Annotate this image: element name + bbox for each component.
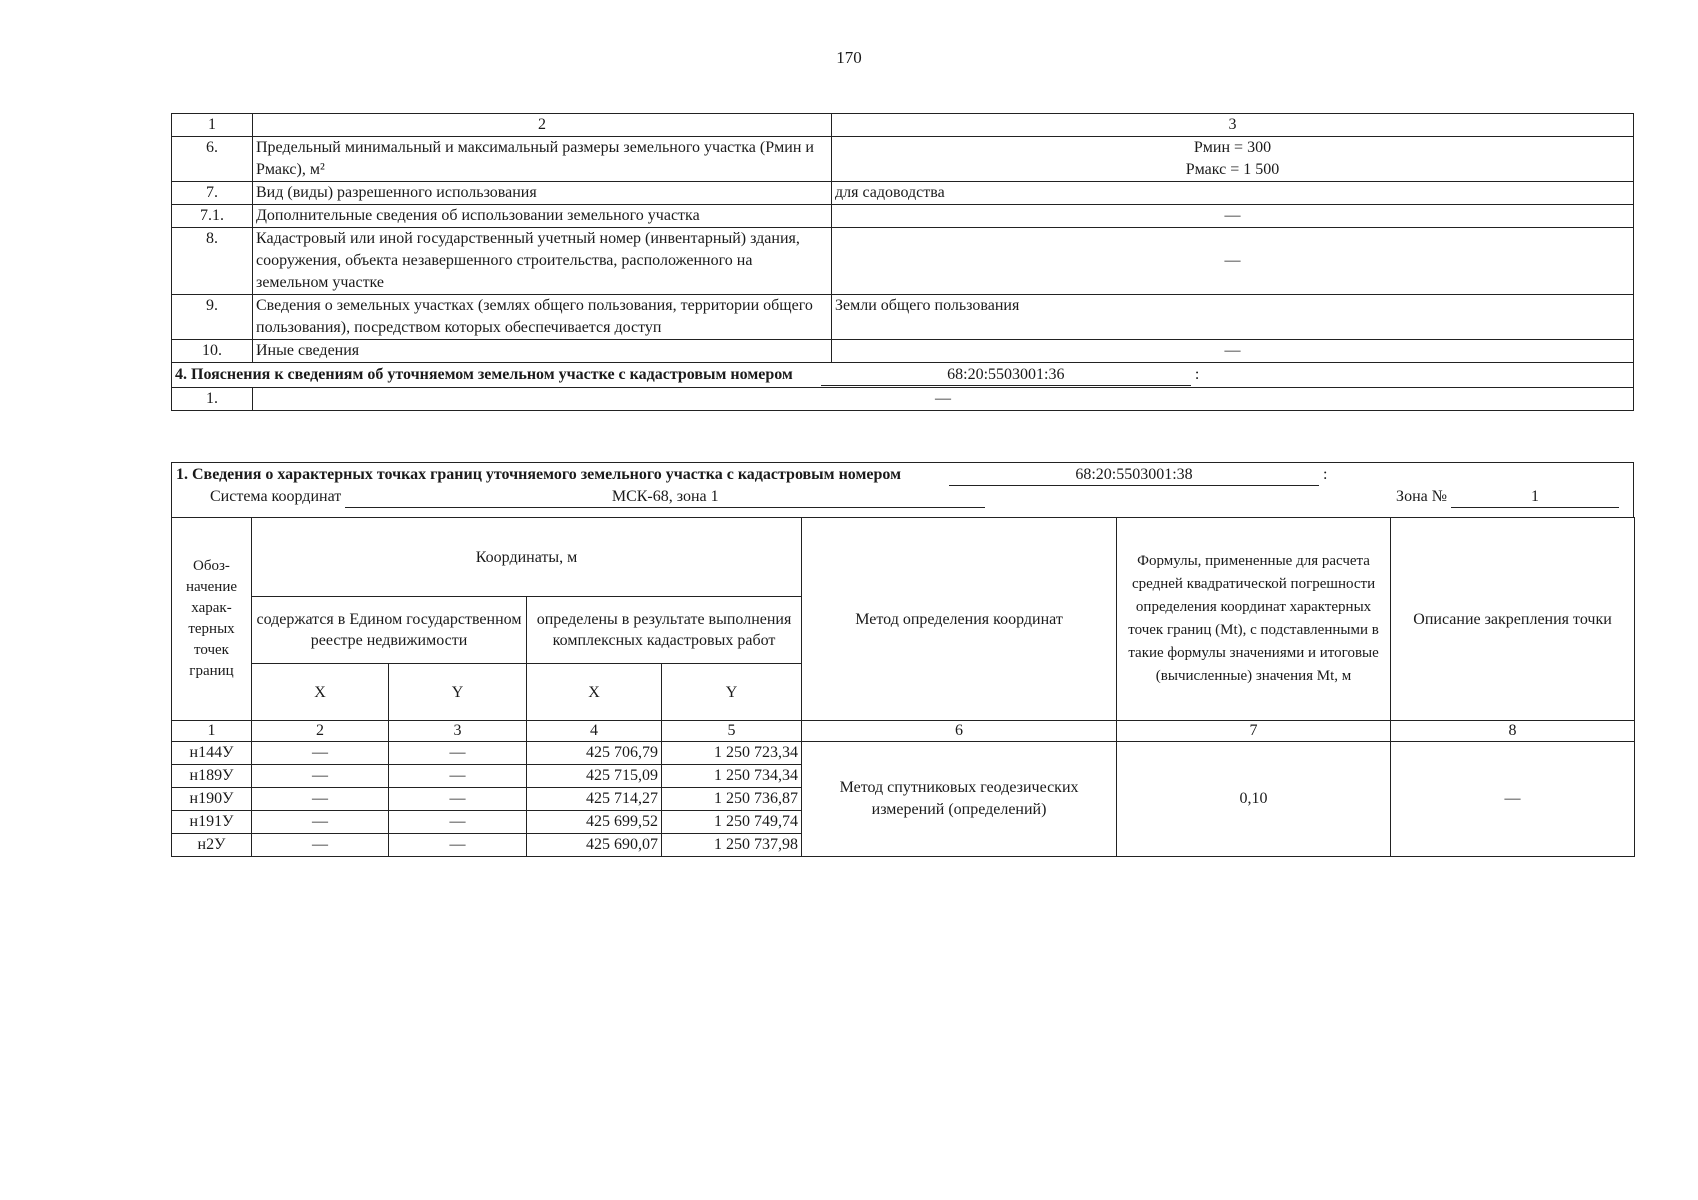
- column-number: 6: [802, 721, 1117, 742]
- mt-value: 0,10: [1117, 742, 1391, 857]
- section-4-header: [172, 363, 1634, 388]
- points-section-title-line: [176, 465, 1327, 486]
- coord-system-label: Система координат: [210, 488, 342, 505]
- row-value: Земли общего пользования: [832, 295, 1634, 340]
- column-number: 5: [662, 721, 802, 742]
- header-x: X: [527, 664, 662, 721]
- header-designation: Обоз-начение харак-терных точек границ: [172, 518, 252, 721]
- column-number: 1: [172, 114, 253, 137]
- description-value: —: [1391, 742, 1635, 857]
- section-4-header-row: [172, 363, 1634, 388]
- section-4-cadastral-number: 68:20:5503001:36: [821, 365, 1191, 386]
- section-4-suffix: :: [1194, 366, 1200, 383]
- point-designation: н144У: [172, 742, 252, 765]
- coord-system-value: МСК-68, зона 1: [345, 487, 985, 508]
- column-number: 8: [1391, 721, 1635, 742]
- header-coordinates: Координаты, м: [252, 518, 802, 597]
- column-number: 2: [253, 114, 832, 137]
- zone-label: Зона №: [1396, 488, 1447, 505]
- header-formulas: Формулы, примененные для расчета средней квадратической погрешности определения координат характерных точек границ (Mt), с подставленными в такие формулы значениями и итоговые (вычисленные) значения Mt, м: [1117, 518, 1391, 721]
- coord-system-line: [210, 487, 985, 508]
- point-designation: н190У: [172, 788, 252, 811]
- y-egrn: —: [389, 811, 527, 834]
- header-y: Y: [662, 664, 802, 721]
- row-label: Сведения о земельных участках (землях общего пользования, территории общего пользования), посредством которых обеспечивается доступ: [253, 295, 832, 340]
- points-section-title: 1. Сведения о характерных точках границ уточняемого земельного участка с кадастровым номером: [176, 466, 901, 483]
- column-number: 3: [832, 114, 1634, 137]
- header-x: X: [252, 664, 389, 721]
- table-row: [172, 137, 1634, 182]
- row-number: 1.: [172, 388, 253, 411]
- y-coordinate: 1 250 723,34: [662, 742, 802, 765]
- x-egrn: —: [252, 742, 389, 765]
- point-designation: н191У: [172, 811, 252, 834]
- section-4-title: 4. Пояснения к сведениям об уточняемом земельном участке с кадастровым номером: [175, 366, 793, 383]
- column-number-row: [172, 721, 1635, 742]
- header-description: Описание закрепления точки: [1391, 518, 1635, 721]
- method-value: Метод спутниковых геодезических измерений (определений): [802, 742, 1117, 857]
- table-row: [172, 388, 1634, 411]
- y-egrn: —: [389, 788, 527, 811]
- y-egrn: —: [389, 834, 527, 857]
- x-coordinate: 425 690,07: [527, 834, 662, 857]
- column-number: 2: [252, 721, 389, 742]
- column-number: 4: [527, 721, 662, 742]
- x-egrn: —: [252, 834, 389, 857]
- row-value: —: [832, 228, 1634, 295]
- header-y: Y: [389, 664, 527, 721]
- table-row: [172, 182, 1634, 205]
- row-number: 7.: [172, 182, 253, 205]
- x-egrn: —: [252, 765, 389, 788]
- row-value: —: [832, 340, 1634, 363]
- column-number: 7: [1117, 721, 1391, 742]
- y-coordinate: 1 250 734,34: [662, 765, 802, 788]
- header-egrn: содержатся в Едином государственном реестре недвижимости: [252, 597, 527, 664]
- zone-line: [1396, 487, 1619, 508]
- row-value: —: [832, 205, 1634, 228]
- zone-value: 1: [1451, 487, 1619, 508]
- y-coordinate: 1 250 749,74: [662, 811, 802, 834]
- row-label: Предельный минимальный и максимальный размеры земельного участка (Pмин и Pмакс), м²: [253, 137, 832, 182]
- column-number-row: [172, 114, 1634, 137]
- row-value: —: [253, 388, 1634, 411]
- p-max-value: Pмакс = 1 500: [1185, 161, 1280, 178]
- points-section-header: [171, 462, 1634, 518]
- row-number: 8.: [172, 228, 253, 295]
- y-egrn: —: [389, 765, 527, 788]
- x-egrn: —: [252, 811, 389, 834]
- y-egrn: —: [389, 742, 527, 765]
- x-coordinate: 425 715,09: [527, 765, 662, 788]
- row-number: 7.1.: [172, 205, 253, 228]
- y-coordinate: 1 250 736,87: [662, 788, 802, 811]
- land-plot-info-table: [171, 113, 1634, 411]
- row-label: Кадастровый или иной государственный учетный номер (инвентарный) здания, сооружения, объекта незавершенного строительства, расположенного на земельном участке: [253, 228, 832, 295]
- page-number: 170: [836, 48, 862, 67]
- table-row: [172, 340, 1634, 363]
- header-row: [172, 518, 1635, 597]
- row-number: 9.: [172, 295, 253, 340]
- header-method: Метод определения координат: [802, 518, 1117, 721]
- row-label: Вид (виды) разрешенного использования: [253, 182, 832, 205]
- table-row: [172, 205, 1634, 228]
- x-coordinate: 425 706,79: [527, 742, 662, 765]
- x-coordinate: 425 714,27: [527, 788, 662, 811]
- row-label: Иные сведения: [253, 340, 832, 363]
- point-designation: н189У: [172, 765, 252, 788]
- row-number: 10.: [172, 340, 253, 363]
- table-row: [172, 228, 1634, 295]
- row-label: Дополнительные сведения об использовании земельного участка: [253, 205, 832, 228]
- boundary-points-table: [171, 517, 1635, 857]
- row-value: [832, 137, 1634, 182]
- x-egrn: —: [252, 788, 389, 811]
- point-designation: н2У: [172, 834, 252, 857]
- column-number: 1: [172, 721, 252, 742]
- points-suffix: :: [1322, 466, 1328, 483]
- row-number: 6.: [172, 137, 253, 182]
- x-coordinate: 425 699,52: [527, 811, 662, 834]
- row-value: для садоводства: [832, 182, 1634, 205]
- table-row: [172, 295, 1634, 340]
- header-determined: определены в результате выполнения комплексных кадастровых работ: [527, 597, 802, 664]
- points-cadastral-number: 68:20:5503001:38: [949, 465, 1319, 486]
- column-number: 3: [389, 721, 527, 742]
- y-coordinate: 1 250 737,98: [662, 834, 802, 857]
- table-row: [172, 742, 1635, 765]
- p-min-value: Pмин = 300: [1193, 139, 1272, 156]
